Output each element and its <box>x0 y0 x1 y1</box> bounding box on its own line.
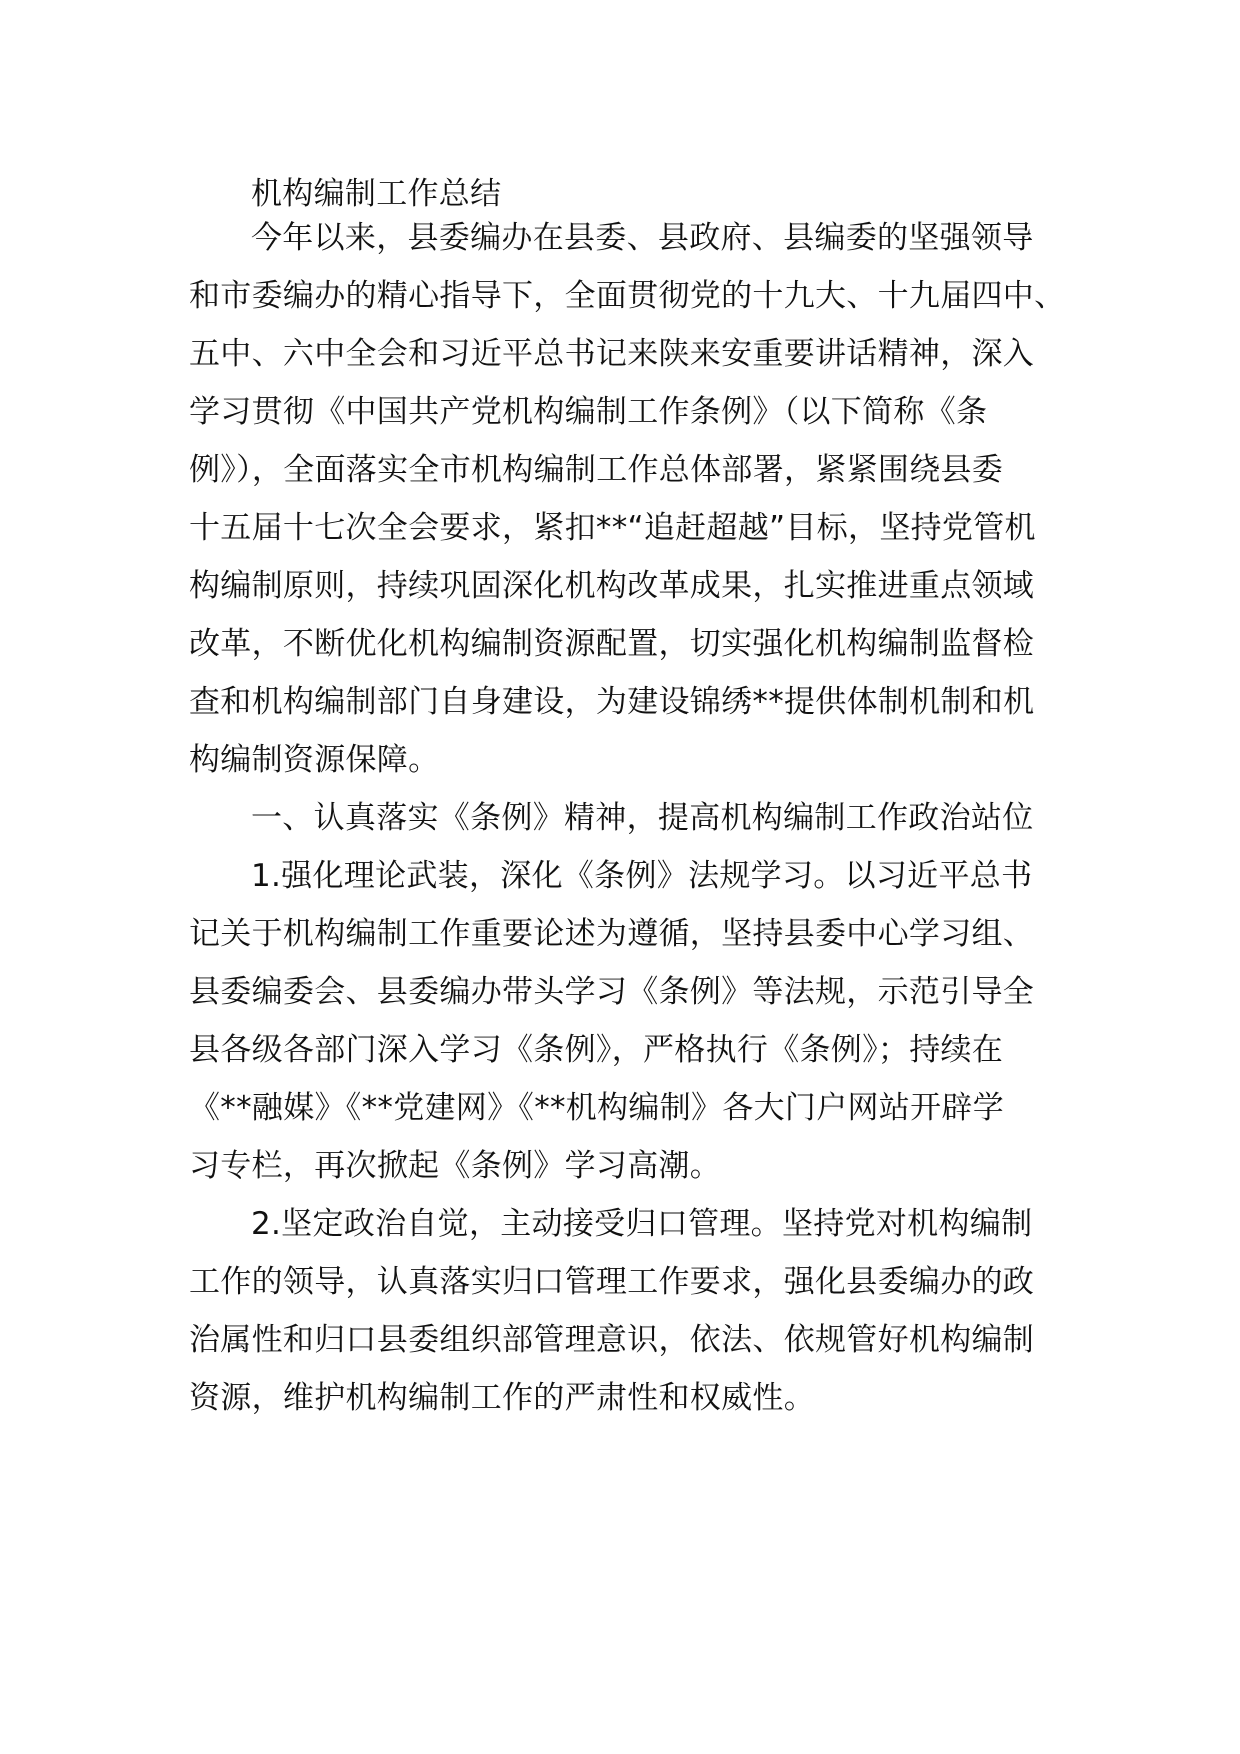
item2-line: 资源，维护机构编制工作的严肃性和权威性。 <box>189 1380 815 1416</box>
intro-line: 改革，不断优化机构编制资源配置，切实强化机构编制监督检 <box>189 626 1035 662</box>
item1-line: 习专栏，再次掀起《条例》学习高潮。 <box>189 1148 722 1184</box>
item2-line: 治属性和归口县委组织部管理意识，依法、依规管好机构编制 <box>189 1322 1035 1358</box>
intro-line: 构编制资源保障。 <box>189 742 440 778</box>
intro-line: 构编制原则，持续巩固深化机构改革成果，扎实推进重点领域 <box>189 568 1035 604</box>
item1-line: 1.强化理论武装，深化《条例》法规学习。以习近平总书 <box>251 858 1033 894</box>
intro-line: 十五届十七次全会要求，紧扣**“追赶超越”目标，坚持党管机 <box>189 510 1036 546</box>
item1-line: 《**融媒》《**党建网》《**机构编制》各大门户网站开辟学 <box>189 1090 1004 1126</box>
item1-line: 县各级各部门深入学习《条例》，严格执行《条例》；持续在 <box>189 1032 1004 1068</box>
item1-line: 县委编委会、县委编办带头学习《条例》等法规，示范引导全 <box>189 974 1035 1010</box>
intro-line: 例》），全面落实全市机构编制工作总体部署，紧紧围绕县委 <box>189 452 1004 488</box>
intro-line: 五中、六中全会和习近平总书记来陕来安重要讲话精神，深入 <box>189 336 1035 372</box>
item2-line: 2.坚定政治自觉，主动接受归口管理。坚持党对机构编制 <box>251 1206 1033 1242</box>
intro-line: 学习贯彻《中国共产党机构编制工作条例》（以下简称《条 <box>189 394 988 430</box>
item2-line: 工作的领导，认真落实归口管理工作要求，强化县委编办的政 <box>189 1264 1035 1300</box>
intro-line: 今年以来，县委编办在县委、县政府、县编委的坚强领导 <box>251 220 1034 256</box>
section-heading: 一、认真落实《条例》精神，提高机构编制工作政治站位 <box>251 800 1034 836</box>
intro-line: 和市委编办的精心指导下，全面贯彻党的十九大、十九届四中、 <box>189 278 1066 314</box>
item1-line: 记关于机构编制工作重要论述为遵循，坚持县委中心学习组、 <box>189 916 1035 952</box>
intro-line: 查和机构编制部门自身建设，为建设锦绣**提供体制机制和机 <box>189 684 1035 720</box>
document-title: 机构编制工作总结 <box>251 176 502 212</box>
